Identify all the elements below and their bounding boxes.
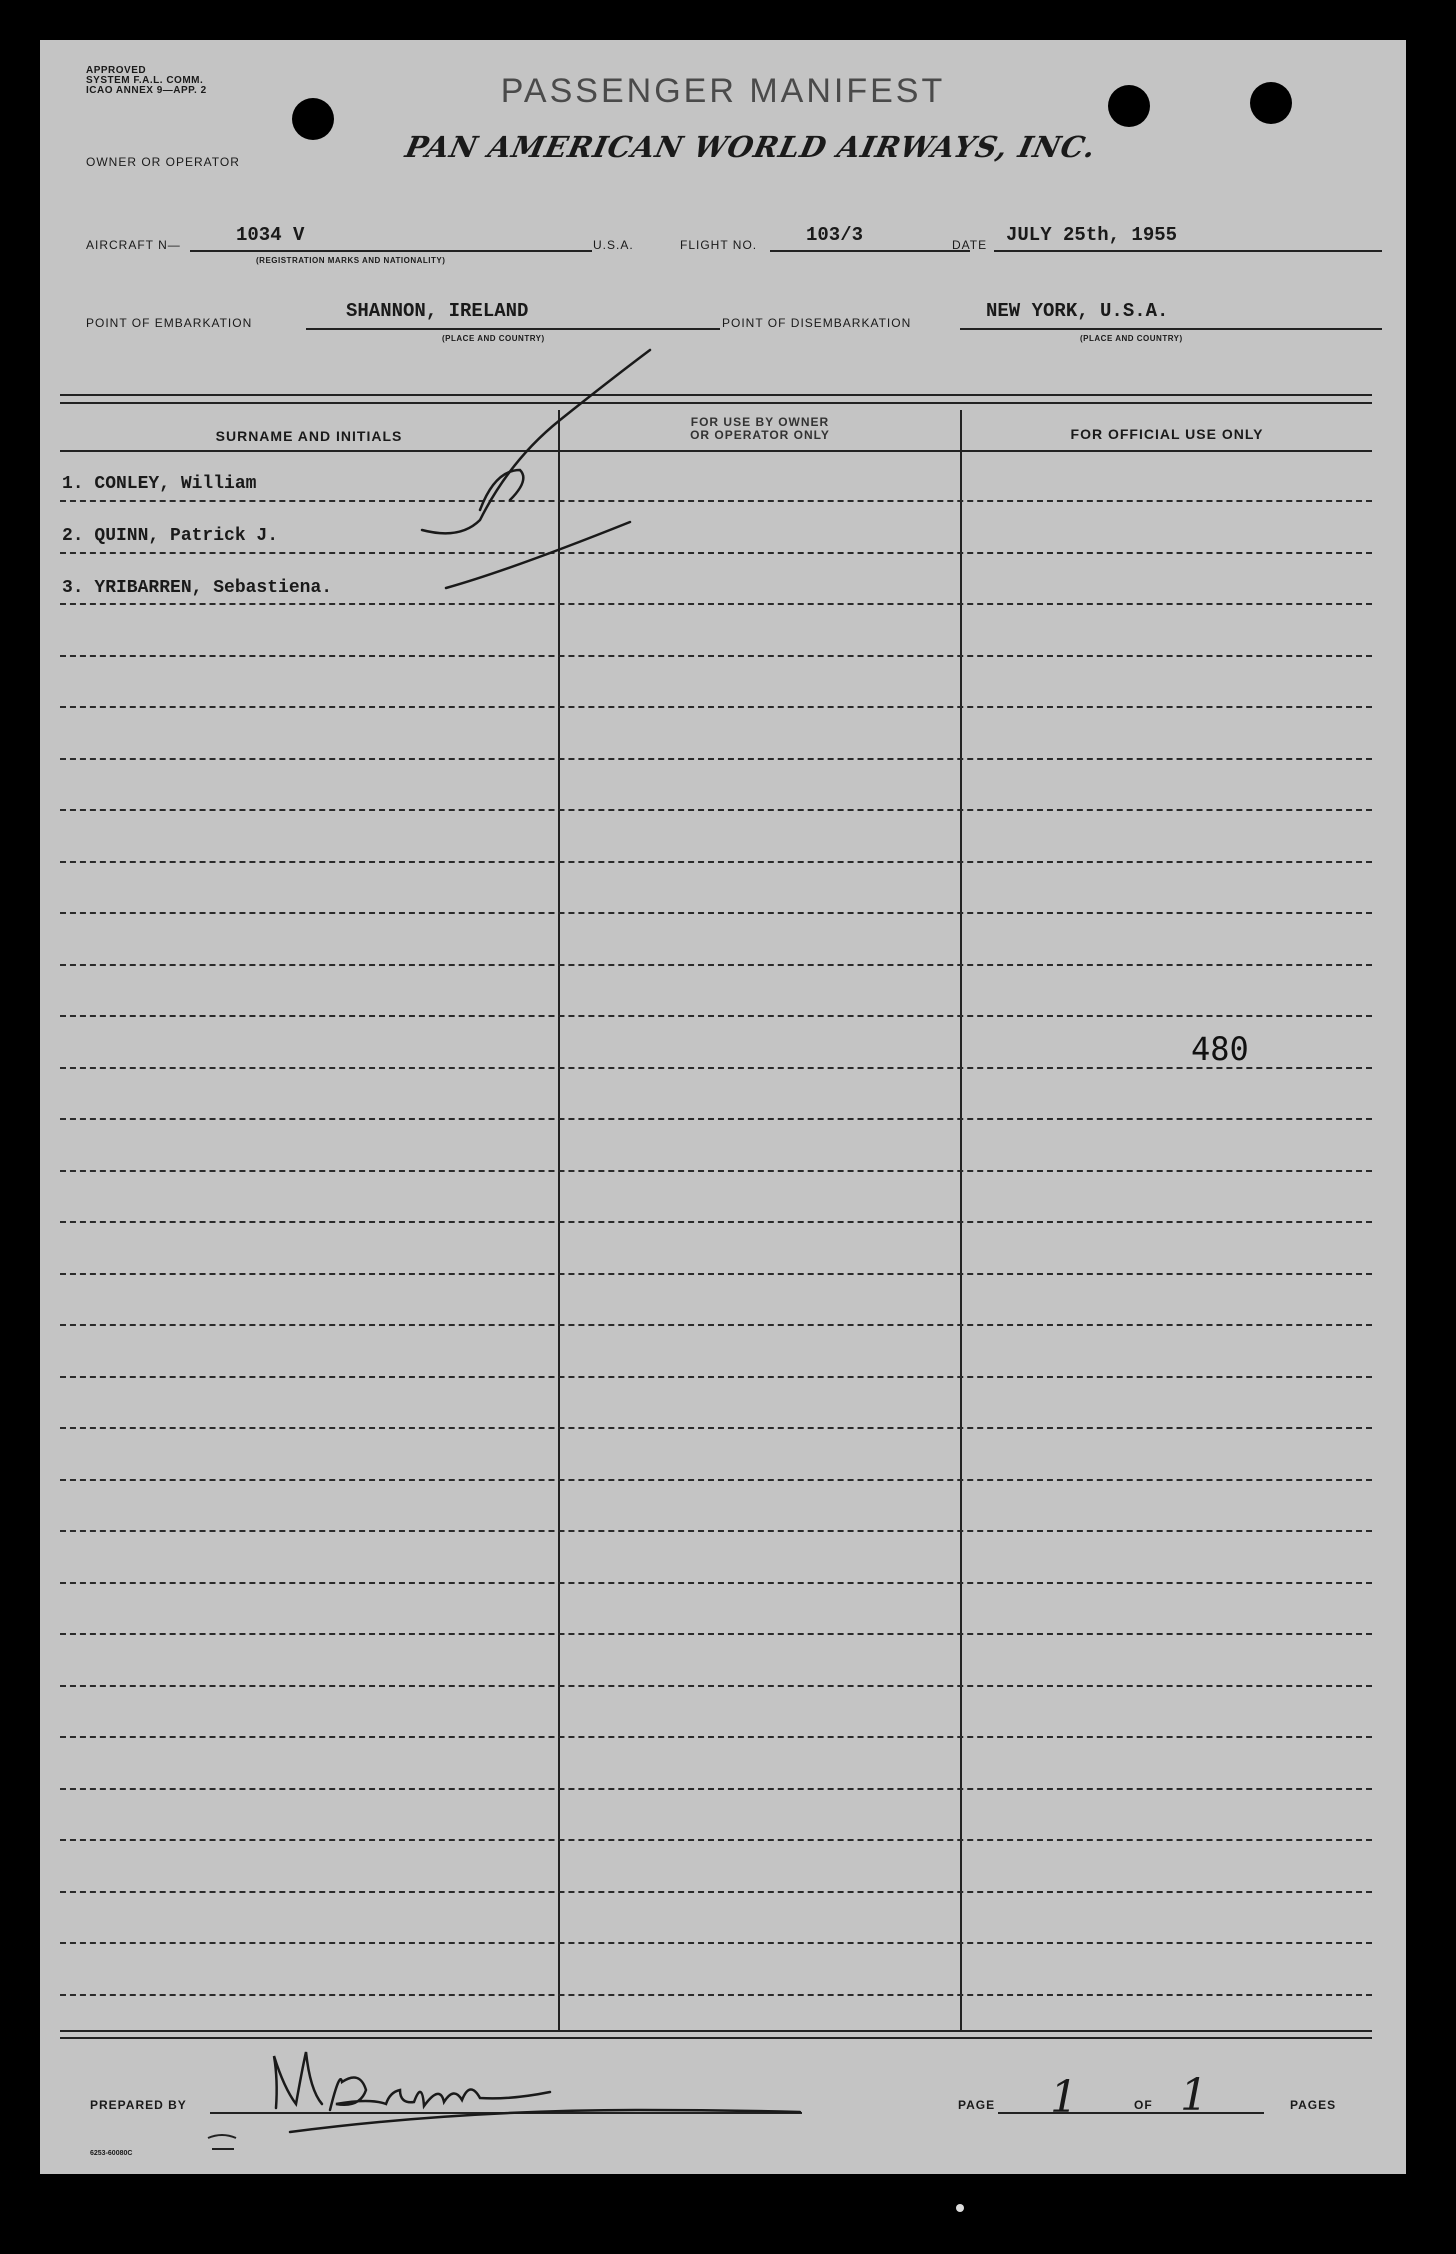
of-label: OF (1134, 2098, 1153, 2112)
page-number: 1 (1050, 2072, 1078, 2123)
disembarkation-label: POINT OF DISEMBARKATION (722, 316, 912, 330)
header-line: FOR USE BY OWNER (690, 415, 830, 429)
flight-value: 103/3 (806, 224, 864, 246)
footer-mark (208, 2135, 236, 2150)
form-title: PASSENGER MANIFEST (500, 72, 946, 110)
prepared-by-label: PREPARED BY (90, 2098, 187, 2112)
page-total: 1 (1180, 2070, 1208, 2121)
page-label: PAGE (958, 2098, 996, 2112)
embarkation-value: SHANNON, IRELAND (346, 300, 529, 322)
disembarkation-sublabel: (PLACE AND COUNTRY) (1080, 334, 1183, 343)
official-column-header: FOR OFFICIAL USE ONLY (1070, 426, 1264, 442)
embarkation-sublabel: (PLACE AND COUNTRY) (442, 334, 545, 343)
manifest-form (40, 40, 1406, 2174)
aircraft-value: 1034 V (236, 224, 305, 246)
operator-name: PAN AMERICAN WORLD AIRWAYS, INC. (402, 130, 1100, 164)
date-value: JULY 25th, 1955 (1006, 224, 1178, 246)
aircraft-label: AIRCRAFT N— (86, 238, 181, 252)
passenger-row: 1. CONLEY, William (62, 474, 257, 494)
form-code: 6253-60080C (90, 2150, 133, 2157)
speck (956, 2204, 964, 2212)
passenger-row: 2. QUINN, Patrick J. (62, 526, 279, 546)
approval-line: ICAO ANNEX 9—APP. 2 (86, 85, 207, 96)
passenger-row: 3. YRIBARREN, Sebastiena. (62, 578, 333, 598)
check-stroke-2 (446, 522, 630, 588)
flight-label: FLIGHT NO. (680, 238, 758, 252)
handwriting-layer (40, 40, 1406, 2174)
signature (274, 2052, 800, 2132)
country-label: U.S.A. (593, 238, 634, 252)
aircraft-sublabel: (REGISTRATION MARKS AND NATIONALITY) (256, 256, 446, 265)
approval-line: SYSTEM F.A.L. COMM. (86, 75, 204, 86)
checkmark-stroke (422, 350, 650, 533)
pages-label: PAGES (1290, 2098, 1337, 2112)
stamp-number: 480 (1191, 1030, 1249, 1068)
approval-line: APPROVED (86, 65, 147, 76)
surname-column-header: SURNAME AND INITIALS (215, 428, 403, 444)
embarkation-label: POINT OF EMBARKATION (86, 316, 253, 330)
disembarkation-value: NEW YORK, U.S.A. (986, 300, 1169, 322)
checkmark-loop (480, 470, 523, 510)
date-label: DATE (952, 238, 988, 252)
header-line: OR OPERATOR ONLY (690, 428, 830, 442)
owner-label: OWNER OR OPERATOR (86, 155, 240, 169)
